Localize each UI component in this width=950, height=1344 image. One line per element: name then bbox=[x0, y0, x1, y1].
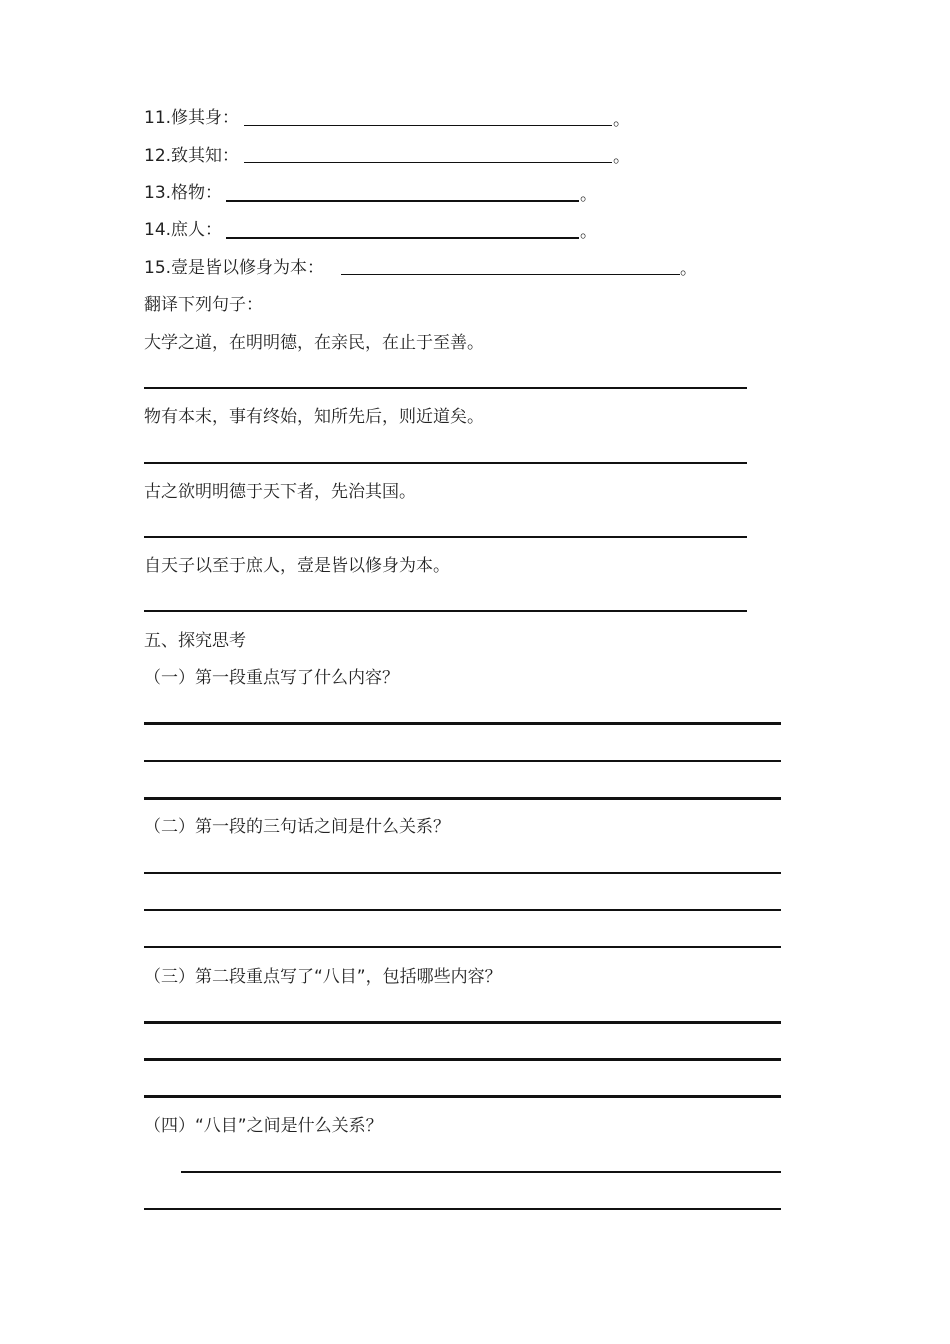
fill-item-12-end: 。 bbox=[613, 147, 630, 167]
fill-item-14-label: 14.庶人： bbox=[144, 220, 223, 240]
q2-answer-line-2[interactable] bbox=[144, 909, 781, 911]
explore-question-1: （一）第一段重点写了什么内容？ bbox=[144, 668, 399, 688]
fill-item-11-blank[interactable] bbox=[244, 125, 612, 126]
q1-answer-line-3[interactable] bbox=[144, 797, 781, 800]
q2-answer-line-3[interactable] bbox=[144, 946, 781, 948]
fill-item-15-label: 15.壹是皆以修身为本： bbox=[144, 258, 325, 278]
fill-item-12-label: 12.致其知： bbox=[144, 146, 240, 166]
fill-item-13-label: 13.格物： bbox=[144, 183, 223, 203]
q1-answer-line-2[interactable] bbox=[144, 760, 781, 762]
fill-item-14-blank[interactable] bbox=[226, 237, 579, 239]
q2-answer-line-1[interactable] bbox=[144, 872, 781, 874]
q3-answer-line-2[interactable] bbox=[144, 1058, 781, 1061]
explore-question-3: （三）第二段重点写了“八目”，包括哪些内容？ bbox=[144, 967, 502, 987]
fill-item-15-blank[interactable] bbox=[341, 274, 680, 275]
explore-heading: 五、探究思考 bbox=[144, 631, 246, 651]
translate-sentence-1: 大学之道，在明明德，在亲民，在止于至善。 bbox=[144, 333, 484, 353]
translate-heading: 翻译下列句子： bbox=[144, 295, 263, 315]
fill-item-11-end: 。 bbox=[613, 110, 630, 130]
q3-answer-line-1[interactable] bbox=[144, 1021, 781, 1024]
translate-sentence-2: 物有本末，事有终始，知所先后，则近道矣。 bbox=[144, 407, 484, 427]
q4-answer-line-2[interactable] bbox=[144, 1208, 781, 1210]
fill-item-14-end: 。 bbox=[580, 222, 597, 242]
translate-answer-line-4[interactable] bbox=[144, 610, 747, 612]
fill-item-13-blank[interactable] bbox=[226, 200, 579, 202]
translate-sentence-4: 自天子以至于庶人，壹是皆以修身为本。 bbox=[144, 556, 450, 576]
fill-item-12-blank[interactable] bbox=[244, 162, 612, 163]
translate-answer-line-2[interactable] bbox=[144, 462, 747, 464]
translate-sentence-3: 古之欲明明德于天下者，先治其国。 bbox=[144, 482, 416, 502]
fill-item-15-end: 。 bbox=[680, 259, 697, 279]
q3-answer-line-3[interactable] bbox=[144, 1095, 781, 1098]
q4-answer-line-1[interactable] bbox=[181, 1171, 781, 1173]
translate-answer-line-1[interactable] bbox=[144, 387, 747, 389]
fill-item-13-end: 。 bbox=[580, 185, 597, 205]
explore-question-4: （四）“八目”之间是什么关系？ bbox=[144, 1116, 383, 1136]
explore-question-2: （二）第一段的三句话之间是什么关系？ bbox=[144, 817, 450, 837]
q1-answer-line-1[interactable] bbox=[144, 722, 781, 725]
translate-answer-line-3[interactable] bbox=[144, 536, 747, 538]
fill-item-11-label: 11.修其身： bbox=[144, 108, 240, 128]
